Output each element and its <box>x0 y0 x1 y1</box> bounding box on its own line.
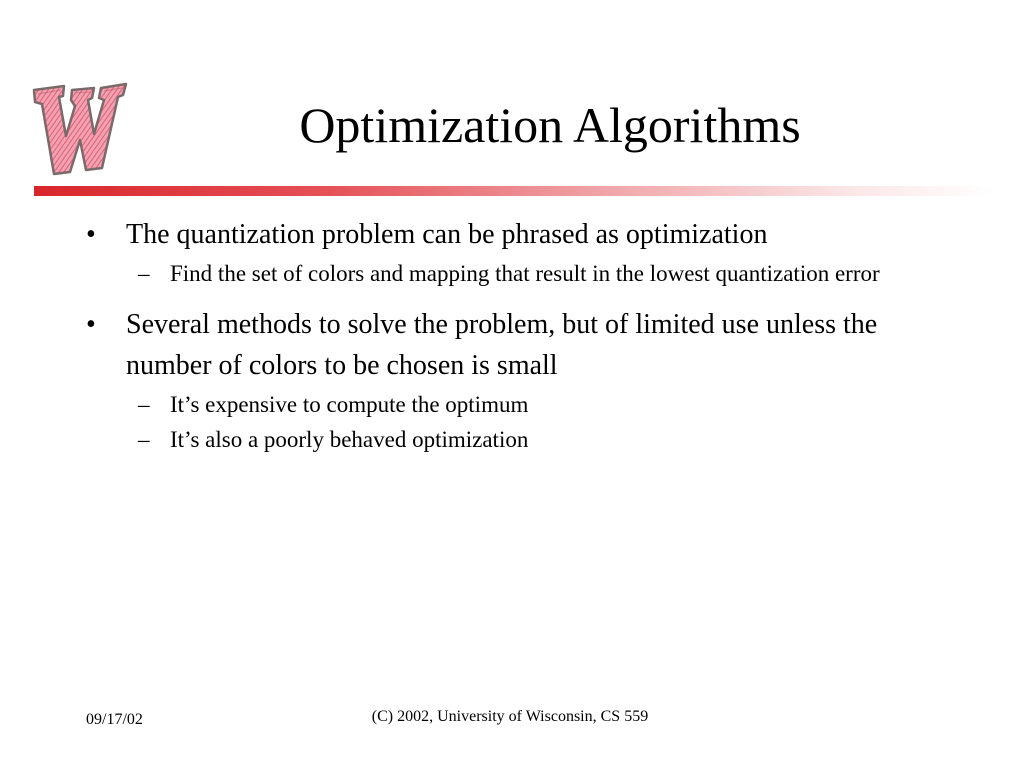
sub-bullet-text: It’s expensive to compute the optimum <box>170 392 529 417</box>
bullet-text: The quantization problem can be phrased as optimization <box>126 219 768 250</box>
bullet-item <box>86 214 966 255</box>
sub-bullet-marker: – <box>138 427 150 452</box>
bullet-list <box>86 210 966 456</box>
sub-bullet-item <box>86 388 966 421</box>
title-divider <box>34 186 994 196</box>
footer-date: 09/17/02 <box>86 711 143 728</box>
sub-bullet-text: Find the set of colors and mapping that result in the lowest quantization error <box>170 261 880 286</box>
footer-copyright: (C) 2002, University of Wisconsin, CS 559 <box>371 708 649 725</box>
bullet-text: Several methods to solve the problem, but of limited use unless the number of colors to be chosen is small <box>126 309 878 381</box>
wisconsin-w-logo-icon <box>28 76 132 176</box>
bullet-marker: • <box>86 219 96 250</box>
sub-bullet-marker: – <box>138 261 150 286</box>
sub-bullet-marker: – <box>138 392 150 417</box>
bullet-item <box>86 304 966 386</box>
sub-bullet-item <box>86 257 966 290</box>
slide-title: Optimization Algorithms <box>299 97 801 153</box>
sub-bullet-item <box>86 423 966 456</box>
bullet-marker: • <box>86 309 96 340</box>
sub-bullet-text: It’s also a poorly behaved optimization <box>170 427 529 452</box>
